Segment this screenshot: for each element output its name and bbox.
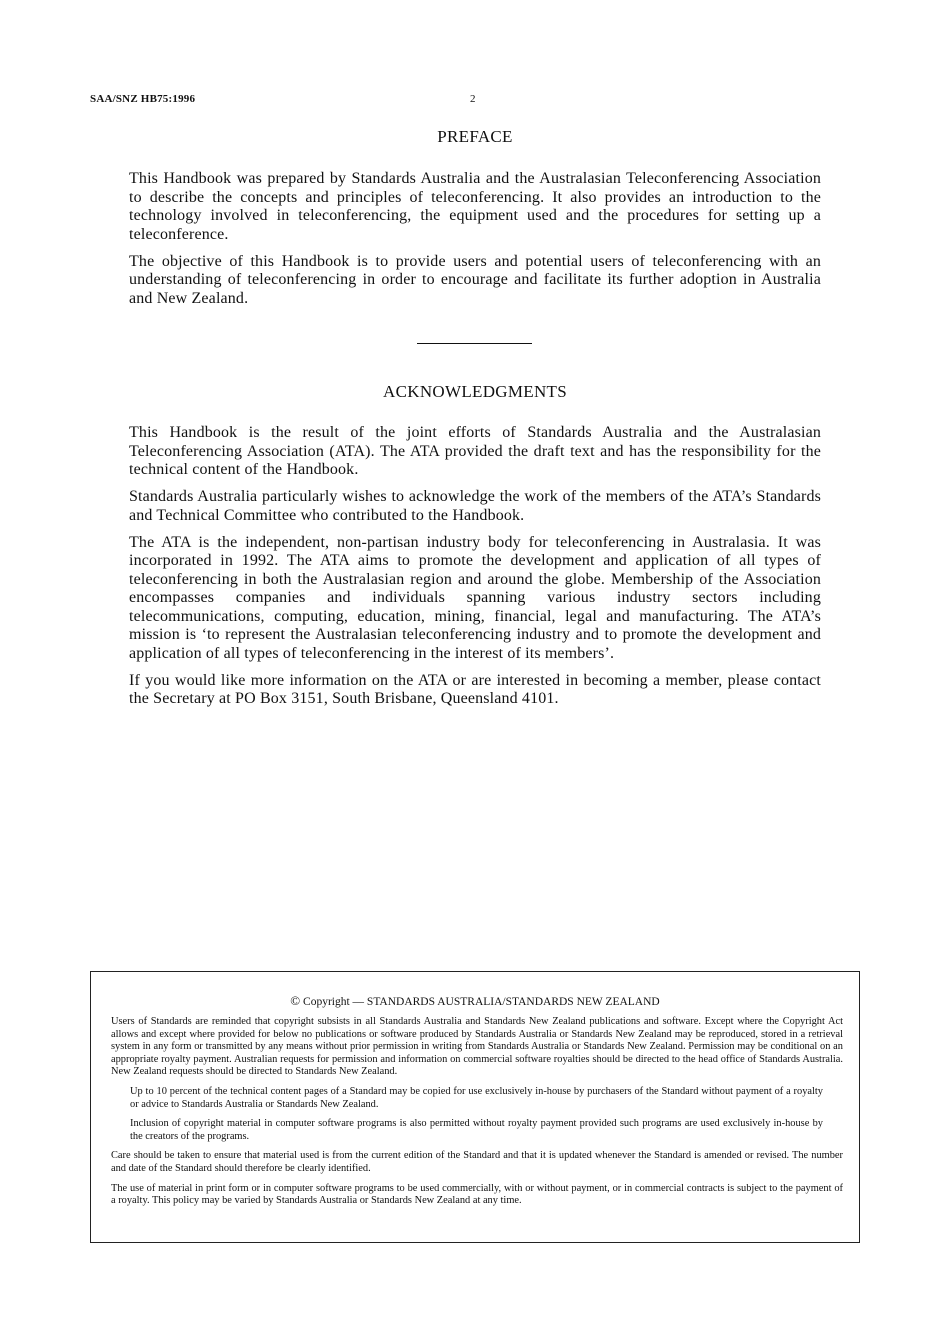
acknowledgments-paragraph: If you would like more information on the ATA or are interested in becoming a member, please contact the Secretary at PO Box 3151, South Brisbane, Queensland 4101. bbox=[129, 671, 821, 707]
copyright-icon: © bbox=[290, 993, 301, 1008]
copyright-title bbox=[91, 993, 859, 1009]
copyright-title-text: Copyright — STANDARDS AUSTRALIA/STANDARDS NEW ZEALAND bbox=[303, 996, 660, 1008]
acknowledgments-body bbox=[129, 424, 821, 717]
copyright-paragraph: Inclusion of copyright material in computer software programs is also permitted without royalty payment provided such programs are used exclusively in-house by the creators of the programs. bbox=[130, 1118, 823, 1142]
acknowledgments-paragraph: This Handbook is the result of the joint efforts of Standards Australia and the Australasian Teleconferencing Association (ATA). The ATA provided the draft text and has the responsibility for the technical content of the Handbook. bbox=[129, 424, 821, 478]
preface-body bbox=[129, 170, 821, 317]
copyright-paragraph: Care should be taken to ensure that material used is from the current edition of the Standard and that it is updated whenever the Standard is amended or revised. The number and date of the Standard should therefore be clearly identified. bbox=[111, 1150, 843, 1174]
section-divider bbox=[417, 343, 532, 344]
acknowledgments-paragraph: Standards Australia particularly wishes to acknowledge the work of the members of the ATA’s Standards and Technical Committee who contributed to the Handbook. bbox=[129, 488, 821, 524]
acknowledgments-paragraph: The ATA is the independent, non-partisan industry body for teleconferencing in Australasia. It was incorporated in 1992. The ATA aims to promote the development and application of all types of teleconferencing in both the Australasian region and around the globe. Membership of the Association encompasses companies and individuals spanning various industry sectors including telecommunications, computing, education, mining, financial, legal and manufacturing. The ATA’s mission is ‘to represent the Australasian teleconferencing industry and to promote the development and application of all types of teleconferencing in the interest of its members’. bbox=[129, 533, 821, 662]
document-identifier: SAA/SNZ HB75:1996 bbox=[90, 93, 196, 105]
acknowledgments-title: ACKNOWLEDGMENTS bbox=[383, 382, 567, 401]
copyright-notice-box bbox=[90, 971, 860, 1243]
copyright-paragraph: Users of Standards are reminded that copyright subsists in all Standards Australia and Standards New Zealand publications and software. Except where the Copyright Act allows and except where provided for below no publications or software produced by Standards Australia or Standards New Zealand may be reproduced, stored in a retrieval system in any form or transmitted by any means without prior permission in writing from Standards Australia or Standards New Zealand. Permission may be conditional on an appropriate royalty payment. Australian requests for permission and information on commercial software royalties should be directed to the head office of Standards Australia. New Zealand requests should be directed to Standards New Zealand. bbox=[111, 1016, 843, 1078]
preface-paragraph: This Handbook was prepared by Standards Australia and the Australasian Teleconferencing Association to describe the concepts and principles of teleconferencing. It also provides an introduction to the technology involved in teleconferencing, the equipment used and the procedures for setting up a teleconference. bbox=[129, 170, 821, 243]
preface-title: PREFACE bbox=[437, 127, 513, 146]
preface-paragraph: The objective of this Handbook is to provide users and potential users of teleconferencing with an understanding of teleconferencing in order to encourage and facilitate its further adoption in Australia and New Zealand. bbox=[129, 252, 821, 307]
page-number: 2 bbox=[470, 93, 476, 105]
copyright-paragraph: Up to 10 percent of the technical content pages of a Standard may be copied for use exclusively in-house by purchasers of the Standard without payment of a royalty or advice to Standards Australia or Standards New Zealand. bbox=[130, 1085, 823, 1110]
copyright-paragraph: The use of material in print form or in computer software programs to be used commercially, with or without payment, or in commercial contracts is subject to the payment of a royalty. This policy may be varied by Standards Australia or Standards New Zealand at any time. bbox=[111, 1182, 843, 1207]
copyright-body bbox=[111, 1016, 843, 1215]
